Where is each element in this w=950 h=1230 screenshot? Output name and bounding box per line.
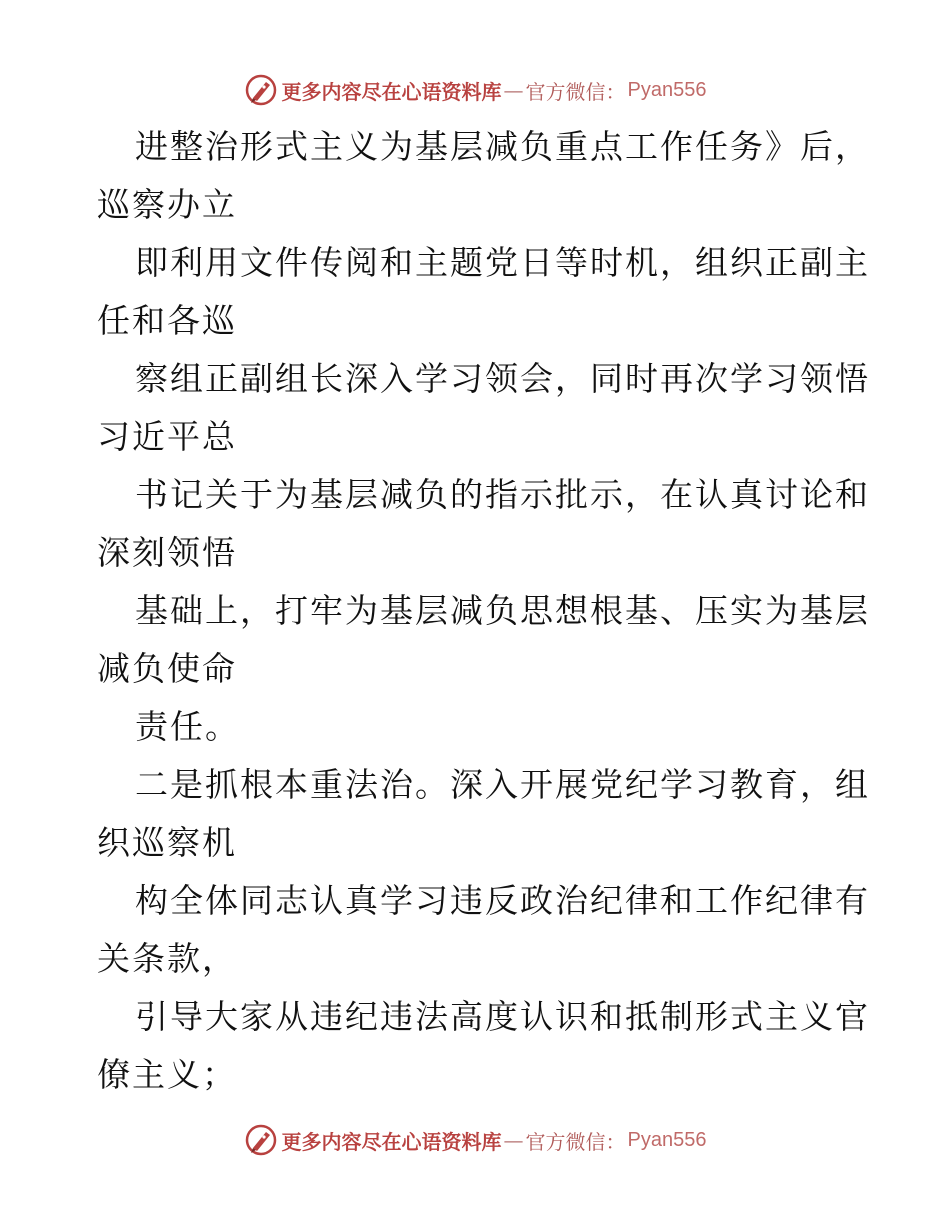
body-line: 二是抓根本重法治。深入开展党纪学习教育，组 [135,765,870,804]
body-line: 减负使命 [97,649,237,688]
body-line: 关条款， [97,939,237,978]
body-line: 进整治形式主义为基层减负重点工作任务》后， [135,127,870,166]
header-wechat-id: Pyan556 [627,78,707,101]
footer-brand: 更多内容尽在心语资料库 [281,1129,502,1154]
header-banner [0,70,950,110]
body-line: 习近平总 [97,417,237,456]
body-line: 巡察办立 [97,185,237,224]
footer-wechat-id: Pyan556 [627,1128,707,1151]
body-line: 构全体同志认真学习违反政治纪律和工作纪律有 [135,881,870,920]
header-official-label: 官方微信： [525,79,626,104]
body-line: 引导大家从违纪违法高度认识和抵制形式主义官 [135,997,870,1036]
body-line: 责任。 [135,707,240,746]
body-line: 僚主义； [97,1055,237,1094]
body-line: 即利用文件传阅和主题党日等时机，组织正副主 [135,243,870,282]
body-line: 织巡察机 [97,823,237,862]
body-line: 任和各巡 [97,301,237,340]
footer-banner [0,1120,950,1160]
footer-separator: — [503,1128,524,1152]
pen-logo-icon [244,1123,278,1157]
header-separator: — [503,78,524,102]
footer-official-label: 官方微信： [525,1129,626,1154]
pen-logo-icon [244,73,278,107]
body-line: 书记关于为基层减负的指示批示，在认真讨论和 [135,475,870,514]
header-brand: 更多内容尽在心语资料库 [281,79,502,104]
body-line: 深刻领悟 [97,533,237,572]
body-line: 察组正副组长深入学习领会，同时再次学习领悟 [135,359,870,398]
body-line: 基础上，打牢为基层减负思想根基、压实为基层 [135,591,870,630]
document-body [97,118,870,1104]
